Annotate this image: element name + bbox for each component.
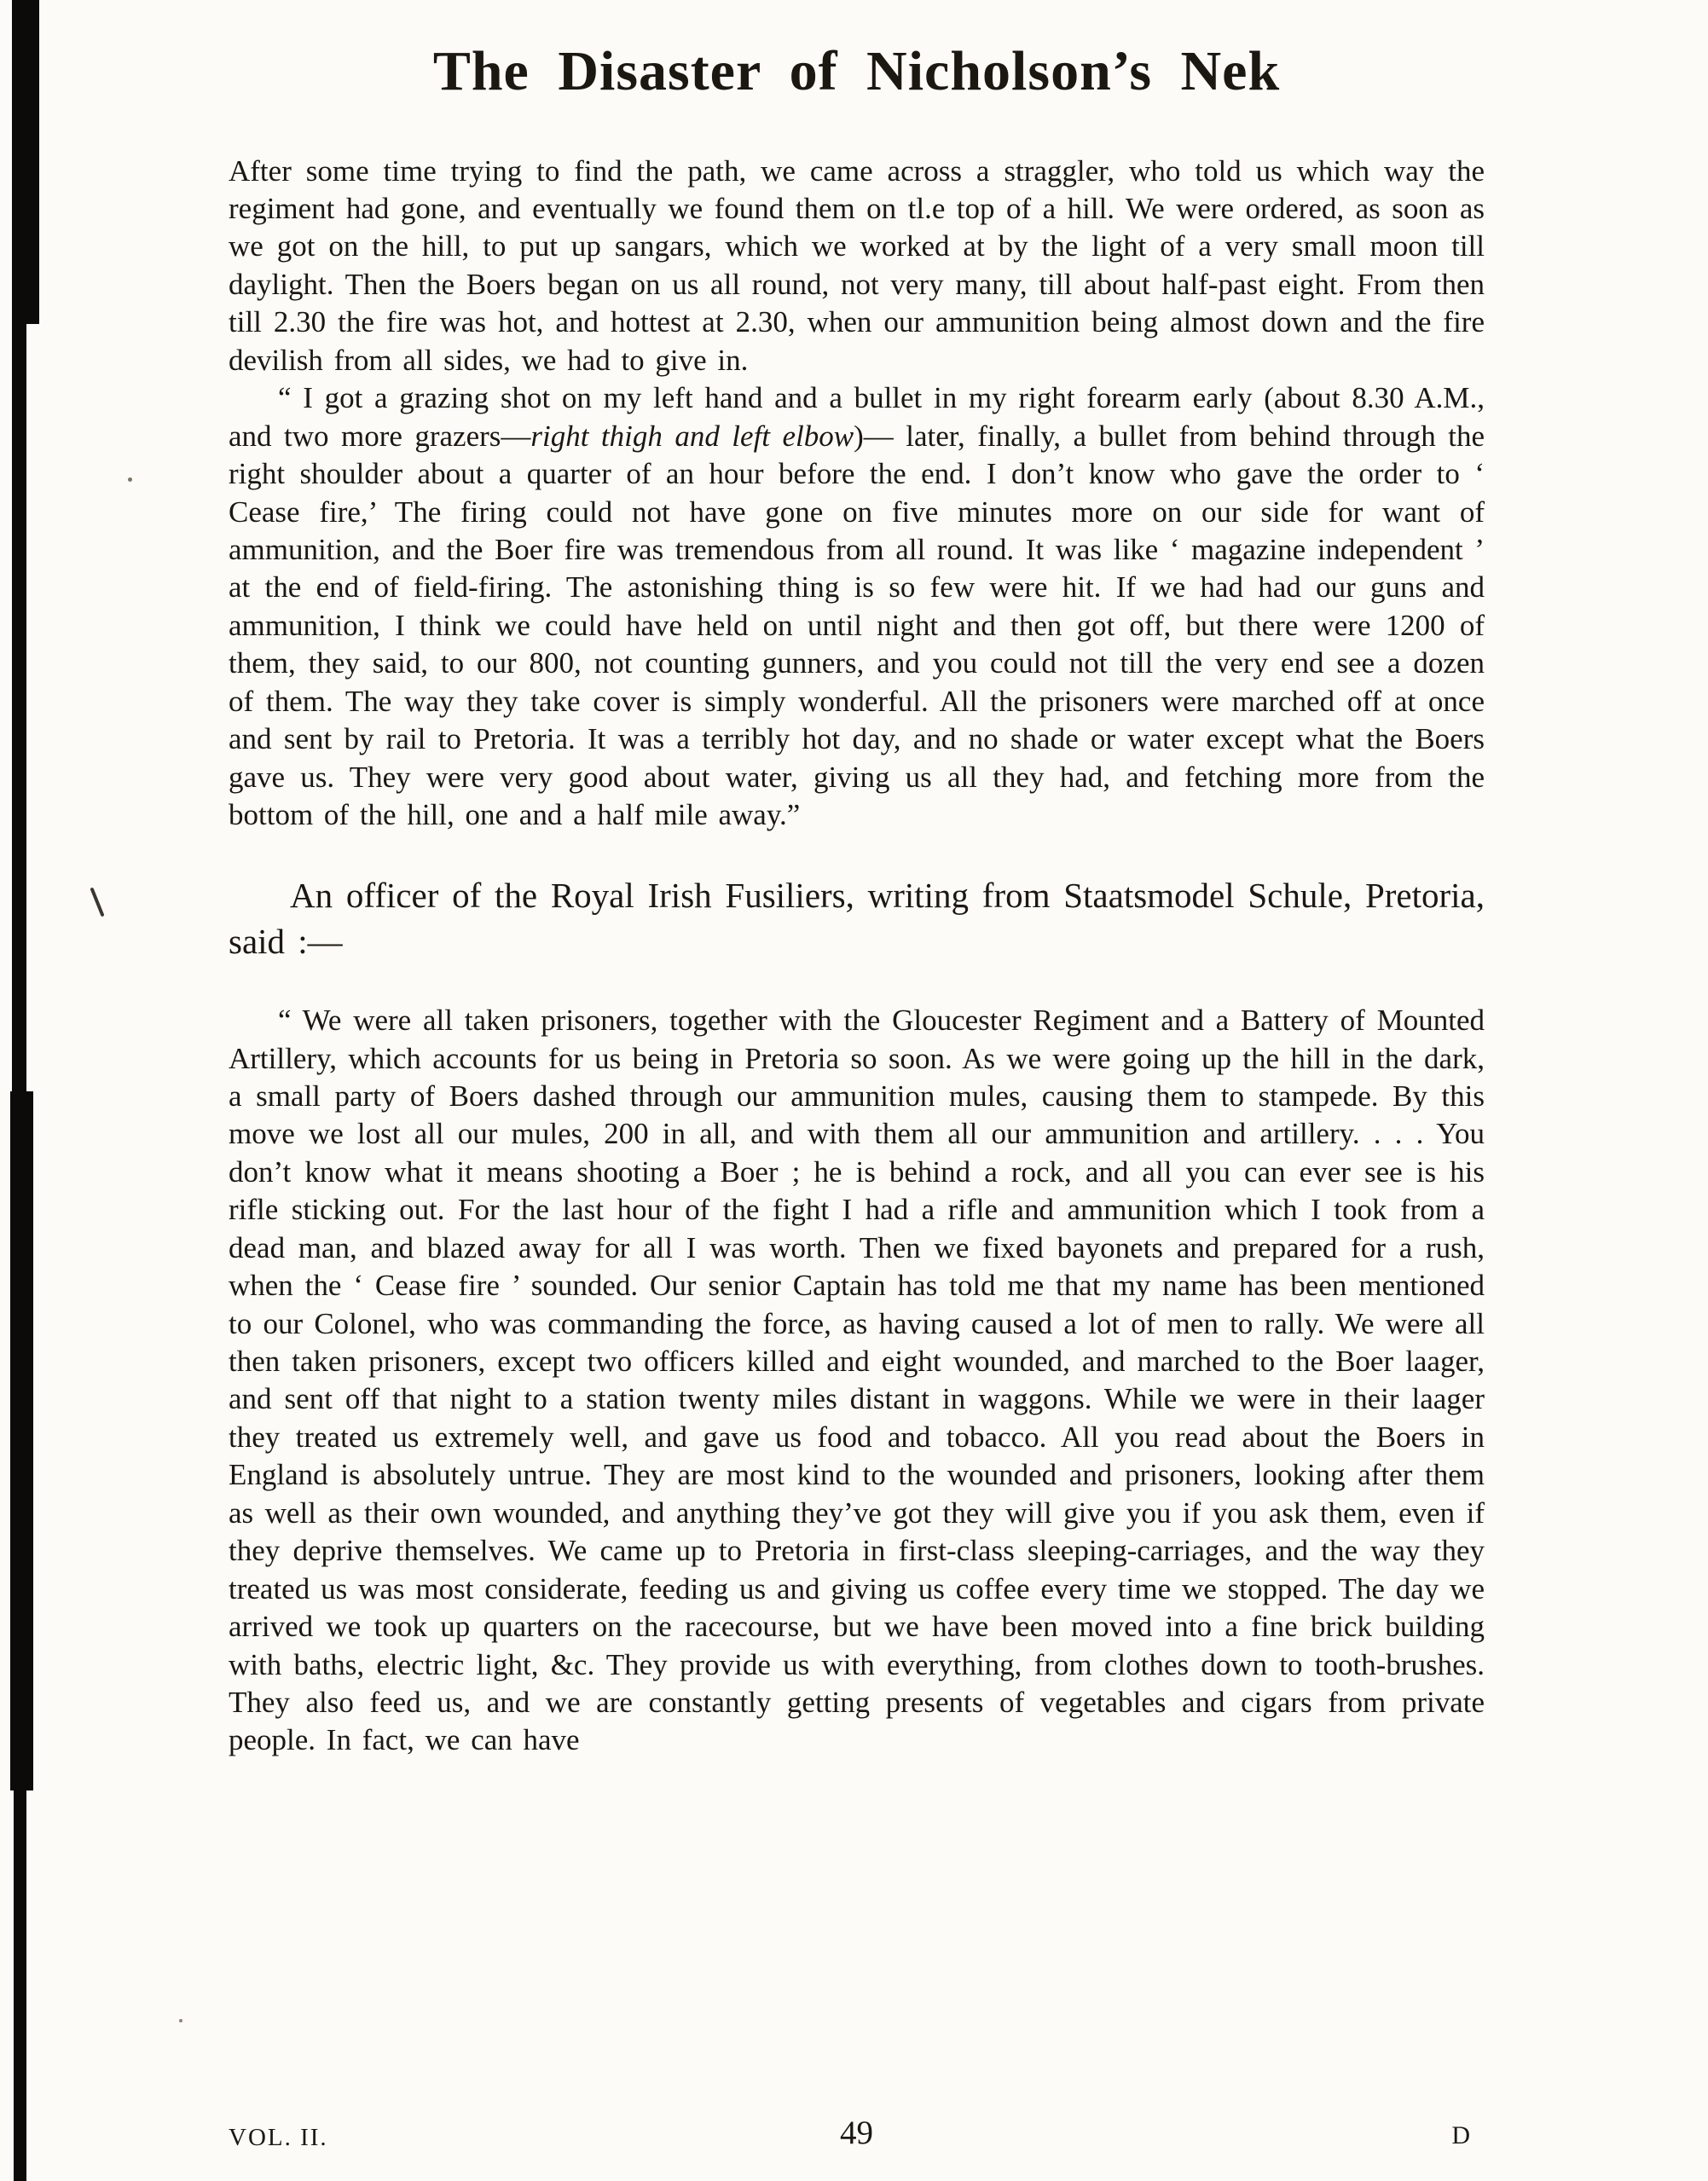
page-number: 49	[840, 2114, 873, 2151]
paragraph-2-text-post: )— later, finally, a bullet from behind through the right shoulder about a quarter of an hour before the end. I don’t know who gave the order to ‘ Cease fire,’ The firing could not have gone on five minutes more on our side for want of ammunition, and the Boer fire was tremendous from all round. It was like ‘ magazine independent ’ at the end of field-firing. The astonishing thing is so few were hit. If we had had our guns and ammunition, I think we could have held on until night and then got off, but there were 1200 of them, they said, to our 800, not counting gunners, and you could not till the very end see a dozen of them. The way they take cover is simply wonderful. All the prisoners were marched off at once and sent by rail to Pretoria. It was a terribly hot day, and no shade or water except what the Boers gave us. They were very good about water, giving us all they had, and fetching more from the bottom of the hill, one and a half mile away.”	[229, 419, 1485, 832]
printers-signature: D	[1451, 2121, 1471, 2149]
scan-speck	[179, 2019, 182, 2022]
intro-paragraph: An officer of the Royal Irish Fusiliers, writing from Staatsmodel Schule, Pretoria, said :—	[229, 876, 1485, 961]
page-footer	[229, 2108, 1485, 2152]
scan-binding-segment	[10, 1091, 33, 1791]
scan-binding-segment	[12, 315, 26, 1100]
scan-binding-segment	[14, 1782, 26, 2181]
scan-stray-mark	[90, 888, 104, 917]
scan-binding-artifact	[0, 0, 51, 2181]
volume-label: VOL. II.	[229, 2124, 328, 2151]
paragraph-1: After some time trying to find the path, we came across a straggler, who told us which way the regiment had gone, and eventually we found them on tl.e top of a hill. We were ordered, as soon as we got on the hill, to put up sangars, which we worked at by the light of a very small moon till daylight. Then the Boers began on us all round, not very many, till about half-past eight. From then till 2.30 the fire was hot, and hottest at 2.30, when our ammunition being almost down and the fire devilish from all sides, we had to give in.	[229, 153, 1485, 377]
paragraph-2-text-pre: “ I got a grazing shot on my left hand and a bullet in my right forearm early (about 8.30 A.M., and two more grazers—	[229, 381, 1485, 453]
scan-speck	[128, 477, 132, 482]
page-title: The Disaster of Nicholson’s Nek	[432, 40, 1281, 102]
paragraph-2	[229, 379, 1485, 834]
paragraph-3: “ We were all taken prisoners, together with the Gloucester Regiment and a Battery of Mounted Artillery, which accounts for us being in Pretoria so soon. As we were going up the hill in the dark, a small party of Boers dashed through our ammunition mules, causing them to stampede. By this move we lost all our mules, 200 in all, and with them all our ammunition and artillery. . . . You don’t know what it means shooting a Boer ; he is behind a rock, and all you can ever see is his rifle sticking out. For the last hour of the fight I had a rifle and ammunition which I took from a dead man, and blazed away for all I was worth. Then we fixed bayonets and prepared for a rush, when the ‘ Cease fire ’ sounded. Our senior Captain has told me that my name has been mentioned to our Colonel, who was commanding the force, as having caused a lot of men to rally. We were all then taken prisoners, except two officers killed and eight wounded, and marched to the Boer laager, and sent off that night to a station twenty miles distant in waggons. While we were in their laager they treated us extremely well, and gave us food and tobacco. All you read about the Boers in England is absolutely untrue. They are most kind to the wounded and prisoners, looking after them as well as their own wounded, and anything they’ve got they will give you if you ask them, even if they deprive themselves. We came up to Pretoria in first-class sleeping-carriages, and the way they treated us was most considerate, feeding us and giving us coffee every time we stopped. The day we arrived we took up quarters on the racecourse, but we have been moved into a fine brick building with baths, electric light, &c. They provide us with everything, from clothes down to tooth-brushes. They also feed us, and we are constantly getting presents of vegetables and cigars from private people. In fact, we can have	[229, 1004, 1485, 1757]
paragraph-2-italic: right thigh and left elbow	[530, 419, 854, 453]
scan-binding-segment	[12, 0, 39, 324]
